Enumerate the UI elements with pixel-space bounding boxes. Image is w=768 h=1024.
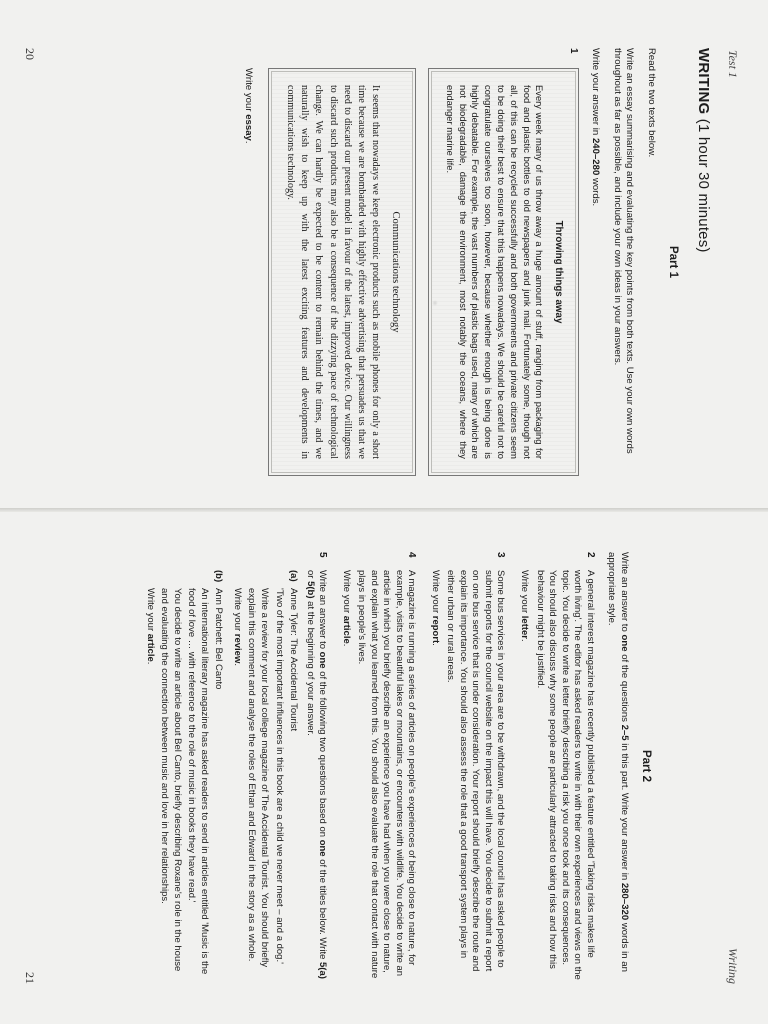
part-2-intro-range: 2–5 (619, 724, 630, 741)
q4-instr-pre: Write your (340, 570, 352, 616)
question-5a-instruction (230, 588, 243, 980)
q5-intro-or: or (304, 570, 316, 582)
word-count-range: 240–280 (590, 137, 602, 176)
write-essay-instruction (243, 68, 254, 476)
q5a-instr-bold: review (231, 633, 243, 664)
q2-instr-post: . (519, 639, 531, 642)
q4-instr-post: . (340, 643, 352, 647)
question-5b-label: (b) (213, 570, 225, 583)
question-4-instruction (339, 570, 352, 980)
page-number-right: 21 (23, 972, 37, 984)
question-4-number: 4 (406, 552, 418, 558)
q3-instr-bold: report (429, 615, 441, 644)
q5b-instr-post: . (144, 661, 156, 665)
q5-intro-mid2: of the titles below. Write (317, 856, 329, 963)
part-2-heading: Part 2 (640, 750, 652, 782)
question-5a (228, 570, 299, 980)
question-5b-instruction (143, 588, 156, 980)
question-3-instruction (428, 570, 441, 980)
question-5b-body (141, 588, 224, 980)
question-5a-quote: 'Two of the most important influences in this book are a child we never meet – and a dog.' (273, 588, 285, 964)
question-5b-author: Ann Patchett: Bel Canto (213, 588, 225, 690)
q5-intro-one-2: one (317, 839, 329, 857)
title-duration: (1 hour 30 minutes) (695, 114, 712, 253)
part-1-heading: Part 1 (667, 246, 679, 278)
left-page-content (243, 48, 712, 476)
question-2-body (515, 570, 596, 980)
word-count-post: words. (590, 175, 602, 207)
question-2-number: 2 (584, 552, 596, 558)
instruction-word-count (588, 48, 601, 476)
question-5b-text-2: You decide to write an article about Bel Canto, briefly describing Roxane's role in the house and evaluating the connection between music and love in her relationships. (159, 588, 183, 972)
question-5-intro (303, 570, 328, 980)
question-5-number: 5 (317, 552, 329, 558)
part-2-intro-mid2: in this part. Write your answer in (619, 740, 630, 883)
write-essay-post: . (242, 140, 254, 144)
question-3-body (425, 570, 506, 980)
question-4-text: A magazine is running a series of articles on people's experiences of being close to nature, for example, visits to beautiful lakes or mountains, or encounters with wildlife. You decide to write an article in which you briefly describe an experience you have had when you were close to nature, and explain what you learned from this. You should also evaluate the role that contact with nature plays in people's lives. (356, 570, 418, 979)
question-2-instruction (518, 570, 531, 980)
q5-intro-5b: 5(b) (304, 581, 316, 599)
question-5a-body (228, 588, 299, 980)
part-2-intro-words: 280–320 (619, 882, 630, 921)
text-box-communications-technology (268, 68, 416, 476)
question-5-body (137, 570, 328, 980)
q5-intro-5a: 5(a) (317, 962, 329, 979)
question-3-text: Some bus services in your area are to be withdrawn, and the local council has asked people to submit reports for the council website on the impact this will have. You decide to submit a report on one bus service that is under consideration. Your report should briefly describe the route and explain its importance. You should also assess the role that a good transport system plays in either urban or rural areas. (445, 570, 507, 972)
instruction-essay: Write an essay summarising and evaluating the key points from both texts. Use your own words throughout as far as possible, and include your own ideas in your answers. (611, 48, 636, 454)
q3-instr-post: . (429, 643, 441, 646)
text-box-throwing-things-away (428, 68, 579, 476)
q5-intro-pre: Write an answer to (317, 570, 329, 652)
word-count-pre: Write your answer in (590, 48, 602, 138)
running-head-right: Writing (726, 947, 740, 984)
question-5 (137, 552, 328, 980)
question-5a-author: Anne Tyler: The Accidental Tourist (288, 588, 300, 732)
q5-intro-post: at the beginning of your answer. (304, 598, 316, 736)
part-2-intro-post: words in an appropriate style. (606, 552, 630, 972)
question-2 (515, 552, 596, 980)
question-5b (141, 570, 224, 980)
question-5a-label: (a) (288, 570, 300, 582)
question-3-number: 3 (495, 552, 507, 558)
text-1-body: Every week many of us throw away a huge amount of stuff, ranging from packaging for food and plastic bottles to old newspapers and junk mail. Fortunately some, though not all, of this can be recycled successfully and both governments and private citizens seem to be doing their best to ensure that this happens nowadays. We should be careful not to congratulate ourselves too soon, however, because whether enough is being done is highly debatable. For example, the vast numbers of plastic bags used, many of which are not biodegradable, damage the environment, most notably the oceans, where they endanger marine life. (444, 85, 546, 459)
scan-speck (432, 300, 438, 306)
q5a-instr-post: . (231, 663, 243, 666)
q5-intro-mid: of the following two questions based on (317, 668, 329, 840)
running-head-left: Test 1 (726, 50, 740, 78)
instruction-read: Read the two texts below. (646, 48, 657, 158)
q2-instr-pre: Write your (519, 570, 531, 616)
task-1-texts (243, 68, 580, 476)
text-1-title: Throwing things away (553, 220, 565, 324)
part-2-intro-mid1: of the questions (619, 651, 630, 725)
write-essay-pre: Write your (242, 68, 254, 115)
question-4-body (336, 570, 417, 980)
title-bold: WRITING (695, 48, 712, 115)
q5b-instr-pre: Write your (144, 588, 156, 634)
question-2-text: A general interest magazine has recently published a feature entitled 'Taking risks makes life worth living'. The editor has asked readers to write in with their own experiences and views on the topic. You decide to write a letter briefly describing a risk you once took and its consequences. You should also discuss why some people are particularly attracted to taking risks and how this behaviour might be justified. (534, 570, 596, 980)
q2-instr-bold: letter (519, 615, 531, 639)
q3-instr-pre: Write your (429, 570, 441, 616)
question-4 (336, 552, 417, 980)
q5a-instr-pre: Write your (231, 588, 243, 634)
section-title (695, 48, 712, 476)
question-5b-text-1: An international literary magazine has asked readers to send in articles entitled 'Music is the food of love … with reference to the role of music in books they have read.' (186, 588, 210, 975)
q5b-instr-bold: article (144, 633, 156, 662)
q4-instr-bold: article (340, 615, 352, 644)
question-5a-text: Write a review for your local college magazine of The Accidental Tourist. You should briefly explain this comment and analyse the roles of Ethan and Edward in the story as a whole. (246, 588, 270, 968)
right-page-content (129, 552, 656, 980)
task-1-number: 1 (568, 48, 580, 54)
part-2-intro-one: one (619, 634, 630, 652)
page-number-left: 20 (23, 48, 37, 60)
text-2-body: It seems that nowadays we keep electronic products such as mobile phones for only a short time because we are bombarded with highly effective advertising that persuades us that we need to discard our present model in favour of the latest, improved device. Our willingness to discard such products may also be a consequence of the dizzying pace of technological change. We can hardly be expected to be content to remain behind the times, and we naturally wish to keep up with the latest exciting features and developments in communications technology. (285, 85, 382, 459)
question-3 (425, 552, 506, 980)
write-essay-bold: essay (242, 114, 254, 141)
task-1 (243, 48, 580, 476)
right-page (0, 512, 768, 1024)
part-2-instruction (605, 552, 630, 980)
q5-intro-one: one (317, 651, 329, 669)
part-2-intro-pre: Write an answer to (619, 552, 630, 635)
text-2-title: Communications technology (390, 211, 402, 333)
